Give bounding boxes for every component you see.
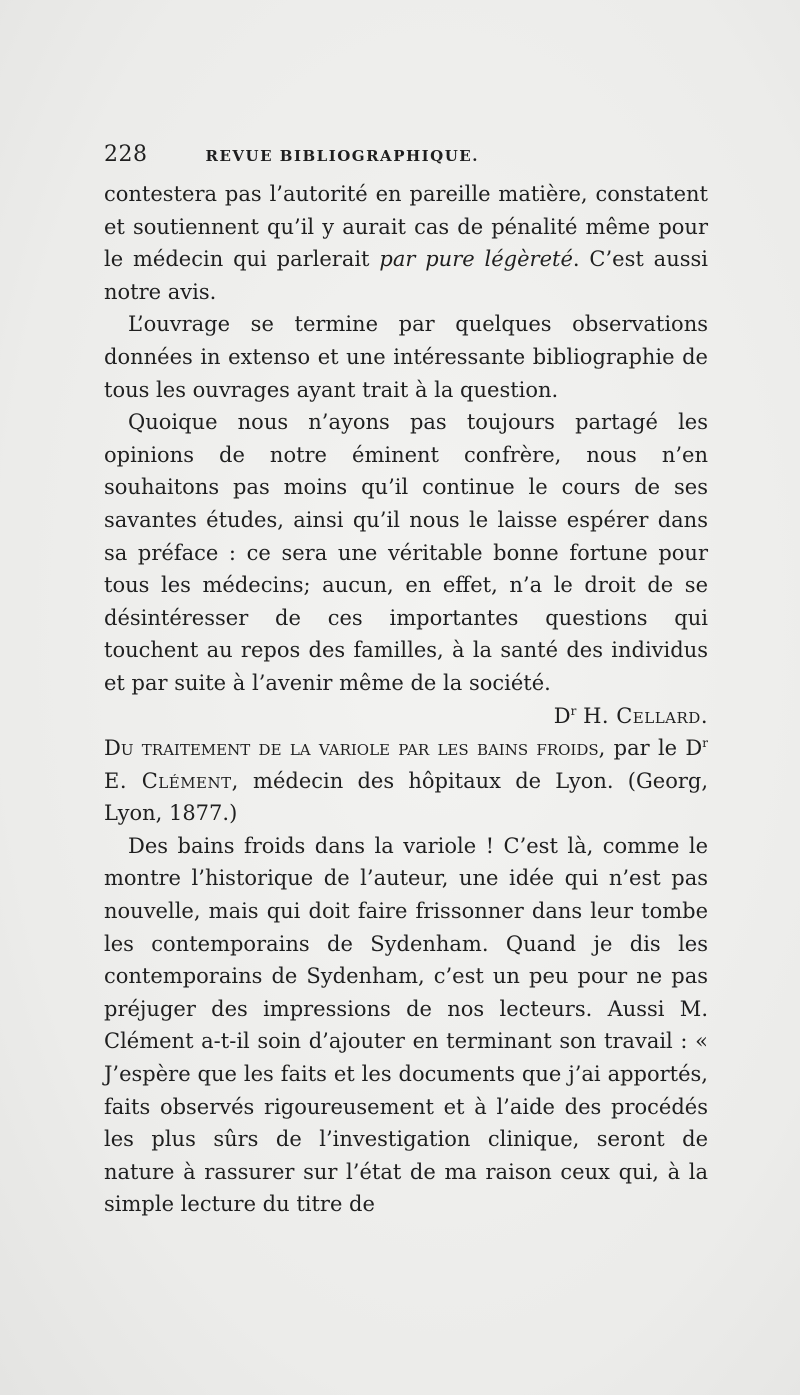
paragraph-closing: Quoique nous n’ayons pas toujours partagé les opinions de notre éminent confrère, nous n’en souhaitons pas moins qu’il continue le cours de ses savantes études, ainsi qu’il nous le laisse espérer dans sa préface : ce sera une véritable bonne fortune pour tous les médecins; aucun, en effet, n’a le droit de se désintéresser de ces importantes questions qui touchent au repos des familles, à la santé des individus et par suite à l’avenir même de la société. bbox=[104, 410, 708, 695]
page-number: 228 bbox=[104, 142, 148, 167]
review-author-prefix: D bbox=[685, 736, 703, 761]
paragraph-text: . C’est aussi notre avis. bbox=[104, 247, 708, 304]
paragraph-conclusion: L’ouvrage se termine par quelques observations données in extenso et une intéressante bibliographie de tous les ouvrages ayant trait à la question. bbox=[104, 312, 708, 402]
review-heading bbox=[104, 732, 708, 830]
italic-phrase: par pure légèreté bbox=[379, 247, 573, 272]
review-author-sup: r bbox=[702, 736, 709, 751]
paragraph-text: contestera pas l’autorité en pareille matière, constatent et soutiennent qu’il y aurait cas de pénalité même pour le médecin qui parlerait bbox=[104, 182, 708, 272]
paragraph-continuation bbox=[104, 178, 708, 308]
review-title: Du traitement de la variole par les bains froids, bbox=[104, 736, 606, 761]
signature-name: H. Cellard. bbox=[583, 703, 708, 728]
review-body: Des bains froids dans la variole ! C’est là, comme le montre l’historique de l’auteur, une idée qui n’est pas nouvelle, mais qui doit faire frissonner dans leur tombe les contemporains de Sydenham. Quand je dis les contemporains de Sydenham, c’est un peu pour ne pas préjuger des impressions de nos lecteurs. Aussi M. Clément a-t-il soin d’ajouter en terminant son travail : « J’espère que les faits et les documents que j’ai apportés, faits observés rigoureusement et à l’aide des procédés les plus sûrs de l’investigation clinique, seront de nature à rassurer sur l’état de ma raison ceux qui, à la simple lecture du titre de bbox=[104, 833, 708, 1217]
review-author-name: E. Clément, bbox=[104, 768, 239, 793]
signature-prefix: D bbox=[553, 703, 571, 728]
page-body bbox=[104, 178, 708, 1221]
review-details: médecin des hôpitaux de Lyon. (Georg, Lyon, 1877.) bbox=[104, 768, 708, 826]
running-title: REVUE BIBLIOGRAPHIQUE. bbox=[205, 147, 479, 165]
page-header bbox=[104, 142, 708, 167]
review-by: par le bbox=[605, 736, 686, 761]
signature-sup: r bbox=[570, 703, 577, 718]
signature bbox=[104, 700, 708, 733]
